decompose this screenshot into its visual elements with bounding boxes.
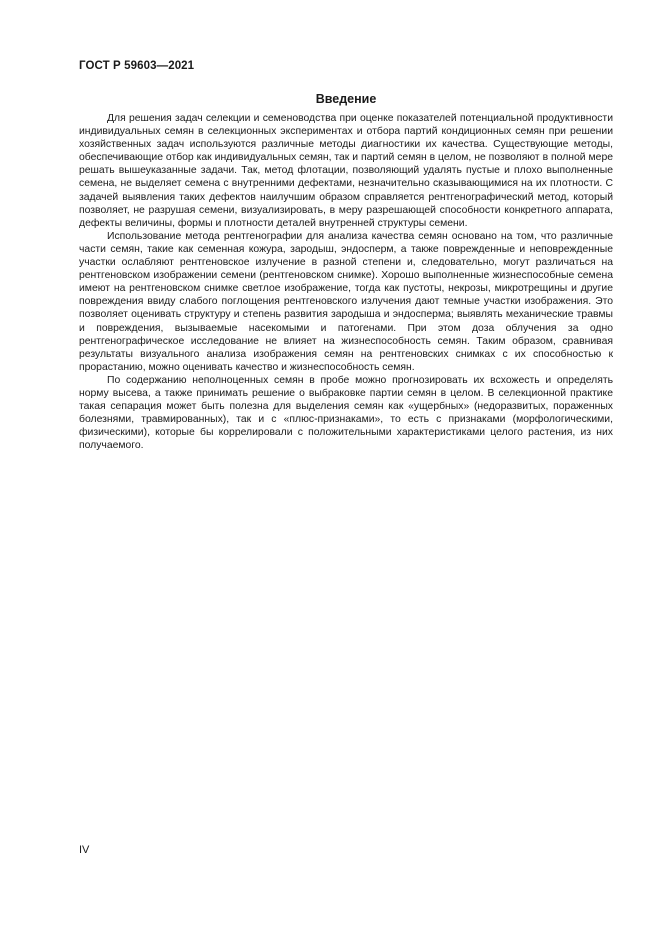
paragraph: Для решения задач селекции и семеноводства при оценке показателей потенциальной продуктивности индивидуальных семян в селекционных экспериментах и отбора партий кондиционных семян при решении хозяйственных задач используются различные методы диагностики их качества. Существующие методы, обеспечивающие отбор как индивидуальных семян, так и партий семян в целом, не позволяют в полной мере решать вышеуказанные задачи. Так, метод флотации, позволяющий удалять пустые и плохо выполненные семена, не выделяет семена с внутренними дефектами, незначительно сказывающимися на их плотности. С задачей выявления таких дефектов наилучшим образом справляется рентгенографический метод, который позволяет, не разрушая семени, визуализировать, в меру разрешающей способности конкретного аппарата, дефекты величины, формы и плотности деталей внутренней структуры семени. <box>79 113 613 229</box>
page-number: IV <box>79 844 90 856</box>
section-title: Введение <box>315 92 377 106</box>
paragraph: По содержанию неполноценных семян в пробе можно прогнозировать их всхожесть и определять норму высева, а также принимать решение о выбраковке партии семян в целом. В селекционной практике такая сепарация может быть полезна для выделения семян как «ущербных» (недоразвитых, пораженных болезнями, травмированных), так и с «плюс-признаками», то есть с признаками (морфологическими, физическими), которые бы коррелировали с положительными характеристиками целого растения, из них получаемого. <box>79 374 613 452</box>
document-header: ГОСТ Р 59603—2021 <box>79 60 195 72</box>
body-text <box>79 112 613 452</box>
paragraph: Использование метода рентгенографии для анализа качества семян основано на том, что различные части семян, такие как семенная кожура, зародыш, эндосперм, а также поврежденные и неповрежденные участки ослабляют рентгеновское излучение в разной степени и, следовательно, могут различаться на рентгеновском изображении семени (рентгеновском снимке). Хорошо выполненные жизнеспособные семена имеют на рентгеновском снимке светлое изображение, тогда как пустоты, некрозы, микротрещины и другие повреждения ввиду слабого поглощения рентгеновского излучения дают темные участки изображения. Это позволяет оценивать структуру и степень развития зародыша и эндосперма; выявлять механические травмы и повреждения, вызываемые насекомыми и патогенами. При этом доза облучения за одно рентгенографическое исследование не влияет на жизнеспособность семян. Таким образом, сравнивая результаты визуального анализа изображения семян на рентгеновских снимках с их способностью к прорастанию, можно оценивать качество и жизнеспособность семян. <box>79 230 613 373</box>
